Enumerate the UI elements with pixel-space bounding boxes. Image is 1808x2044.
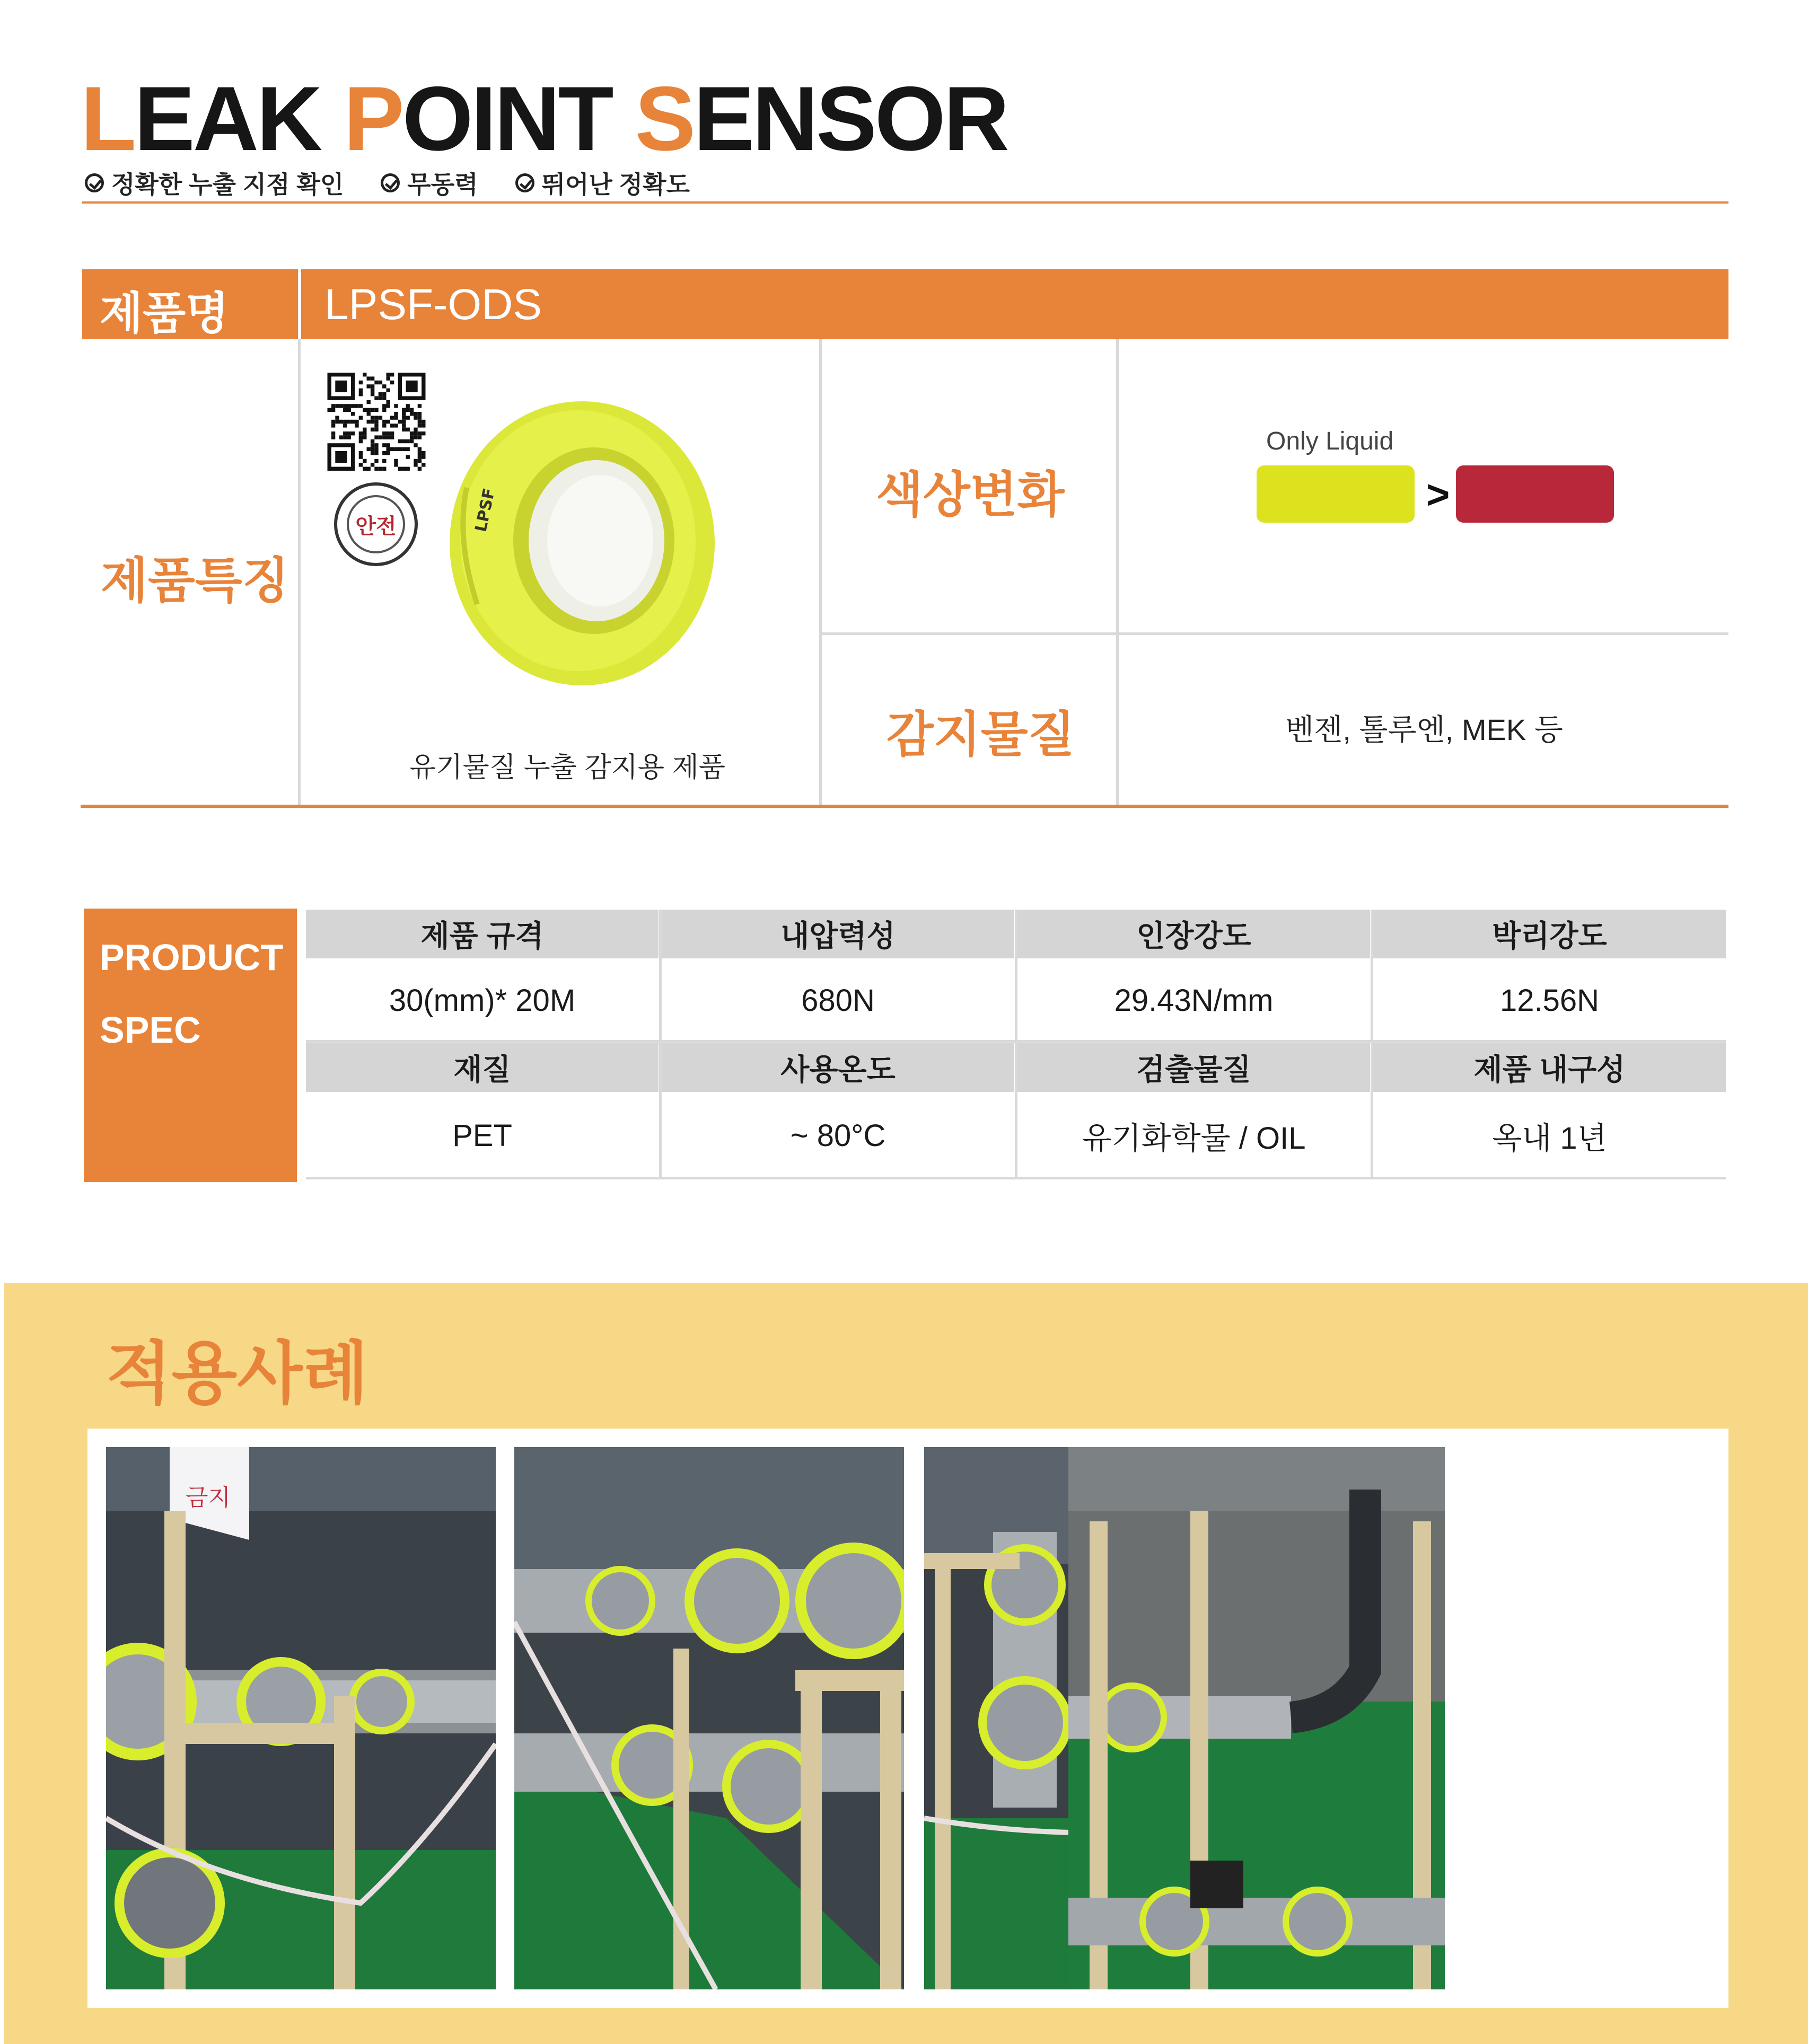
feature-label: 무동력 xyxy=(407,171,478,198)
spec-value: 12.56N xyxy=(1499,983,1600,1018)
detect-label: 감지물질 xyxy=(887,708,1075,762)
name-bar-divider xyxy=(298,269,301,339)
spec-divider xyxy=(659,910,662,1177)
spec-header: 제품 내구성 xyxy=(1373,1043,1726,1092)
color-swatch-before xyxy=(1257,465,1415,523)
spec-header: 박리강도 xyxy=(1373,910,1726,958)
check-circle-icon xyxy=(381,173,400,192)
table-divider xyxy=(1116,339,1119,806)
feature-item xyxy=(515,165,690,200)
application-title: 적용사례 xyxy=(106,1336,368,1412)
badge-inner xyxy=(347,495,405,553)
table-divider xyxy=(298,339,301,806)
spec-label-line: SPEC xyxy=(100,1009,201,1051)
spec-value: 30(mm)* 20M xyxy=(389,983,576,1018)
badge-text: 안전 xyxy=(355,514,397,538)
tape-label: LPSF xyxy=(471,487,499,534)
feature-caption: 유기물질 누출 감지용 제품 xyxy=(409,752,725,783)
color-change-label: 색상변화 xyxy=(876,468,1065,522)
spec-header: 재질 xyxy=(306,1043,659,1092)
color-swatch-after xyxy=(1456,465,1614,523)
title-part: S xyxy=(635,68,694,170)
title-part: P xyxy=(344,68,402,170)
spec-header: 내압력성 xyxy=(662,910,1014,958)
spec-header: 검출물질 xyxy=(1017,1043,1370,1092)
title-part: ENSOR xyxy=(694,68,1007,170)
spec-value: 680N xyxy=(801,983,875,1018)
feature-list xyxy=(85,165,690,200)
feature-label: 제품특징 xyxy=(101,554,289,608)
spec-label xyxy=(100,921,283,1067)
spec-label-line: PRODUCT xyxy=(100,937,284,978)
sign-text: 금지 xyxy=(186,1484,231,1511)
photo-frame xyxy=(87,1429,1728,2008)
check-circle-icon xyxy=(85,173,104,192)
qr-code-icon xyxy=(326,373,427,471)
product-name-value: LPSF-ODS xyxy=(324,280,542,329)
title-part: OINT xyxy=(402,68,635,170)
qr-code[interactable] xyxy=(326,373,427,471)
header-divider xyxy=(82,201,1728,204)
table-divider xyxy=(821,632,1728,635)
spec-divider xyxy=(306,1177,1726,1179)
only-liquid-note: Only Liquid xyxy=(1266,427,1394,455)
table-divider xyxy=(819,339,822,806)
spec-value: 유기화학물 / OIL xyxy=(1082,1121,1306,1156)
detect-substances: 벤젠, 톨루엔, MEK 등 xyxy=(1285,713,1563,746)
application-photo-2 xyxy=(514,1447,904,1989)
product-name-label: 제품명 xyxy=(100,288,229,338)
spec-divider xyxy=(1015,910,1017,1177)
table-bottom-border xyxy=(81,805,1728,808)
title-part: EAK xyxy=(134,68,344,170)
feature-item xyxy=(381,165,478,200)
feature-label: 정확한 누출 지점 확인 xyxy=(111,171,344,198)
title-part: L xyxy=(81,68,135,170)
spec-divider xyxy=(1371,910,1373,1177)
spec-divider xyxy=(306,1040,1726,1043)
feature-label: 뛰어난 정확도 xyxy=(541,171,690,198)
application-photo-4 xyxy=(1068,1447,1445,1989)
spec-value: ~ 80°C xyxy=(790,1118,886,1153)
spec-header: 사용온도 xyxy=(662,1043,1014,1092)
spec-value: 29.43N/mm xyxy=(1114,983,1274,1018)
page-title xyxy=(81,68,1007,170)
tape-roll-image xyxy=(435,382,721,694)
check-circle-icon xyxy=(515,173,534,192)
arrow-right-icon: > xyxy=(1426,472,1450,517)
spec-value: PET xyxy=(452,1118,512,1153)
spec-value: 옥내 1년 xyxy=(1492,1121,1607,1156)
spec-header: 제품 규격 xyxy=(306,910,659,958)
spec-header: 인장강도 xyxy=(1017,910,1370,958)
application-photo-1 xyxy=(106,1447,496,1989)
certification-badge xyxy=(334,482,418,566)
feature-item xyxy=(85,165,344,200)
